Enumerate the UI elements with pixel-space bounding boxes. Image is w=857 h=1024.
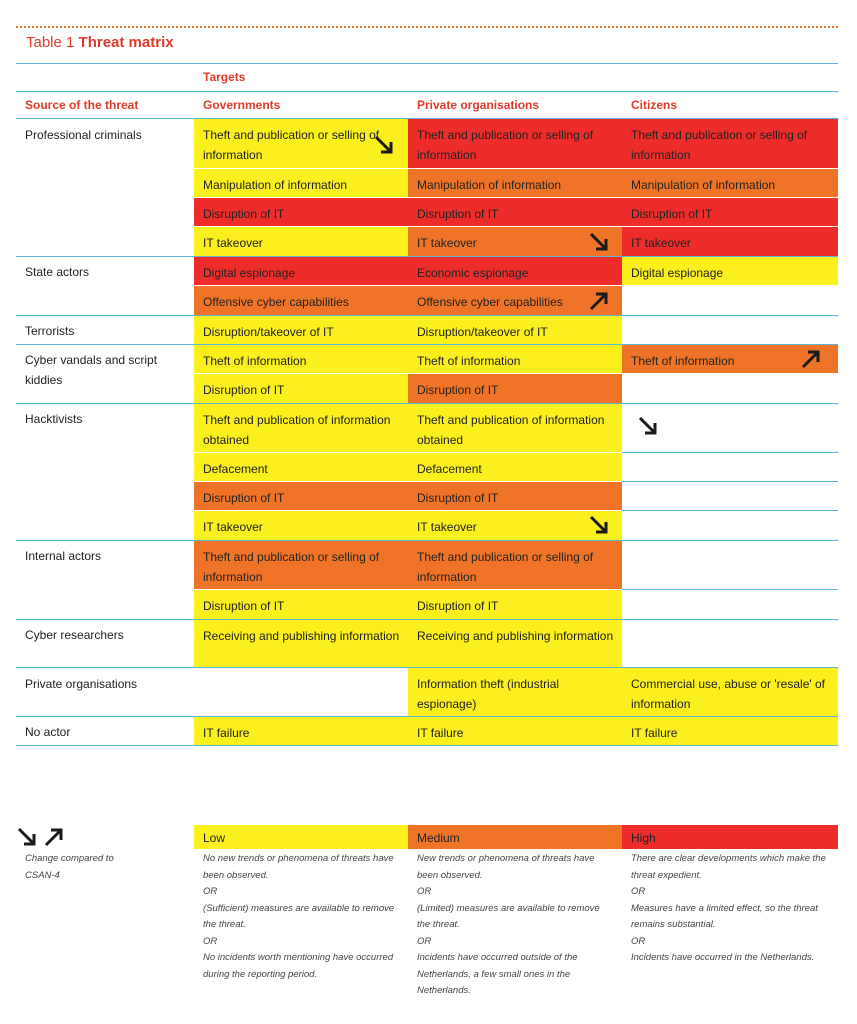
legend-line: No new trends or phenomena of threats have been observed. [203,853,394,881]
arrow-down-right-icon [588,231,610,253]
source-label: Hacktivists [25,412,83,426]
arrow-up-right-icon [800,348,822,370]
threat-cell: Disruption of IT [194,198,408,226]
source-label: No actor [25,725,71,739]
threat-cell: IT takeover [194,511,408,540]
dotted-divider [16,26,838,28]
legend-line: Measures have a limited effect, so the threat remains substantial. [631,902,818,930]
threat-cell: Theft and publication of information obtained [408,404,622,452]
threat-cell: Theft of information [622,345,838,373]
legend-line: New trends or phenomena of threats have been observed. [417,853,595,881]
threat-cell: Disruption of IT [194,590,408,619]
source-label: Professional criminals [25,128,142,142]
threat-cell: Commercial use, abuse or 'resale' of information [622,668,838,716]
source-header: Source of the threat [25,98,139,112]
threat-cell: Receiving and publishing information [408,620,622,667]
threat-cell: Digital espionage [622,257,838,285]
threat-cell: Manipulation of information [408,169,622,197]
threat-cell: Information theft (industrial espionage) [408,668,622,716]
arrow-down-right-icon [637,415,659,437]
rule [16,91,838,92]
rule [622,589,838,590]
threat-cell: Theft and publication or selling of information [194,119,408,168]
threat-cell: Theft and publication or selling of information [194,541,408,589]
source-label: Cyber researchers [25,628,124,642]
rule [16,745,838,746]
threat-cell: Offensive cyber capabilities [408,286,622,315]
threat-cell: Offensive cyber capabilities [194,286,408,315]
legend-line: OR [417,886,432,897]
arrow-down-right-icon [588,514,610,536]
governments-header: Governments [203,98,281,112]
arrow-up-right-icon [588,290,610,312]
citizens-header: Citizens [631,98,678,112]
legend-line: (Limited) measures are available to remove the threat. [417,902,600,930]
table-number: Table 1 [26,34,75,51]
legend-high-text [631,851,831,967]
threat-cell: Theft and publication or selling of information [408,541,622,589]
threat-cell: Receiving and publishing information [194,620,408,667]
change-caption: Change compared to CSAN-4 [25,853,114,881]
threat-cell: Theft of information [408,345,622,373]
legend-line: There are clear developments which make the threat expedient. [631,853,826,881]
legend-line: OR [417,935,432,947]
legend-medium-text [417,851,613,1000]
threat-cell: Theft and publication of information obtained [194,404,408,452]
legend-line: OR [631,886,646,897]
threat-cell: Manipulation of information [194,169,408,197]
legend-line: OR [631,935,646,947]
threat-cell: IT failure [622,717,838,745]
threat-cell: IT takeover [408,511,622,540]
arrow-up-right-icon [43,826,65,848]
legend-medium: Medium [408,825,622,849]
threat-cell: IT failure [408,717,622,745]
threat-cell: Manipulation of information [622,169,838,197]
legend-low: Low [194,825,408,849]
legend-line: (Sufficient) measures are available to remove the threat. [203,902,395,930]
threat-cell: Disruption of IT [408,374,622,403]
page-title [26,34,174,51]
rule [622,510,838,511]
rule [622,481,838,482]
threat-cell: Disruption of IT [408,482,622,510]
legend-line: OR [203,935,218,947]
threat-cell: Defacement [408,453,622,481]
threat-cell: IT takeover [194,227,408,256]
private-organisations-header: Private organisations [417,98,540,112]
threat-cell: IT takeover [622,227,838,256]
source-label: Private organisations [25,677,138,691]
rule [622,452,838,453]
source-label: Cyber vandals and script kiddies [25,353,158,387]
rule [16,63,838,64]
source-label: State actors [25,265,90,279]
threat-cell: Disruption of IT [408,590,622,619]
legend-line: No incidents worth mentioning have occurred during the reporting period. [203,952,394,980]
targets-header: Targets [203,70,246,84]
threat-cell: IT takeover [408,227,622,256]
legend-line: Incidents have occurred in the Netherlands. [631,952,815,963]
threat-cell: Theft of information [194,345,408,373]
arrow-down-right-icon [16,826,38,848]
table-title: Threat matrix [78,34,174,51]
threat-cell: Disruption/takeover of IT [408,316,622,344]
threat-cell: Disruption/takeover of IT [194,316,408,344]
threat-cell: Disruption of IT [408,198,622,226]
threat-cell: Digital espionage [194,257,408,285]
threat-cell: Economic espionage [408,257,622,285]
source-label: Internal actors [25,549,102,563]
arrow-down-right-icon [373,134,395,156]
threat-cell: Disruption of IT [622,198,838,226]
threat-cell: Defacement [194,453,408,481]
threat-cell: Theft and publication or selling of information [622,119,838,168]
legend-line: OR [203,886,218,897]
legend-low-text [203,851,403,983]
threat-cell: Disruption of IT [194,374,408,403]
source-label: Terrorists [25,324,75,338]
threat-cell: Theft and publication or selling of information [408,119,622,168]
legend-high: High [622,825,838,849]
threat-cell: Disruption of IT [194,482,408,510]
threat-cell: IT failure [194,717,408,745]
legend-line: Incidents have occurred outside of the Netherlands, a few small ones in the Netherlands. [417,952,578,996]
